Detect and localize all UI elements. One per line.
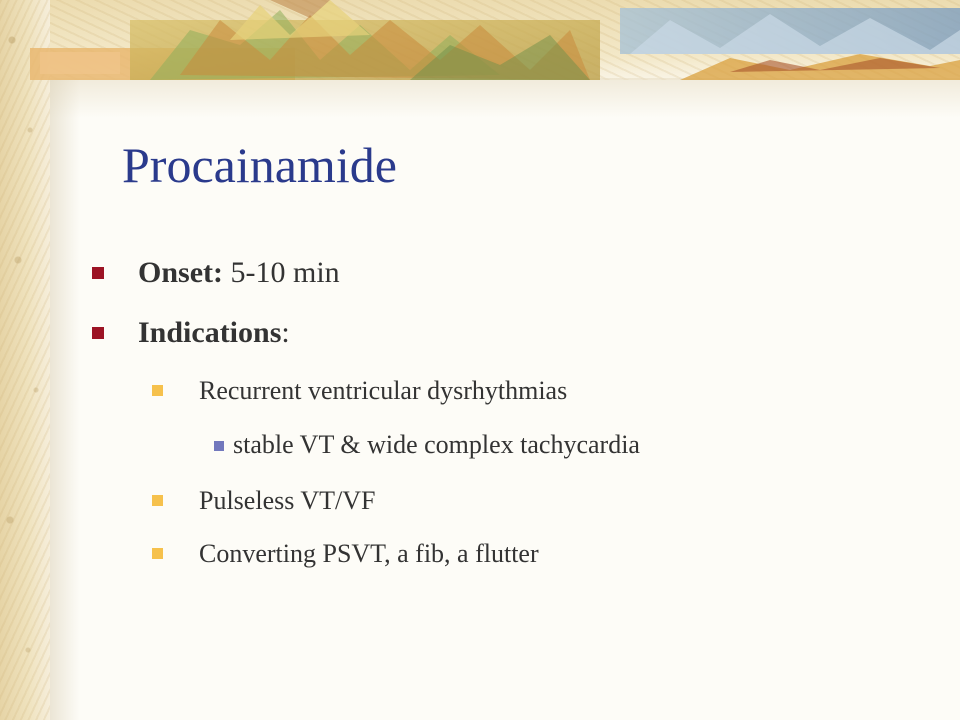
header-shadow bbox=[50, 78, 960, 118]
square-bullet-yellow-icon bbox=[152, 385, 163, 396]
bullet-text: Recurrent ventricular dysrhythmias bbox=[199, 376, 568, 405]
bullet-key: Indications bbox=[138, 316, 282, 349]
bullet-text: stable VT & wide complex tachycardia bbox=[233, 430, 640, 459]
square-bullet-yellow-icon bbox=[152, 495, 163, 506]
square-bullet-blue-icon bbox=[214, 441, 224, 451]
square-bullet-yellow-icon bbox=[152, 548, 163, 559]
bullet-key: Onset: bbox=[138, 256, 223, 289]
bullet-value: : bbox=[281, 316, 290, 349]
bullet-text bbox=[138, 316, 290, 350]
autumn-leaves-banner bbox=[30, 0, 960, 80]
square-bullet-red-icon bbox=[92, 267, 104, 279]
bullet-text: Pulseless VT/VF bbox=[199, 486, 376, 515]
slide-title: Procainamide bbox=[122, 137, 397, 193]
parchment-left-strip bbox=[0, 0, 50, 720]
bullet-value: 5-10 min bbox=[223, 256, 340, 289]
square-bullet-red-icon bbox=[92, 327, 104, 339]
bullet-text: Converting PSVT, a fib, a flutter bbox=[199, 539, 539, 568]
side-shadow bbox=[50, 80, 80, 720]
bullet-text bbox=[138, 256, 340, 290]
